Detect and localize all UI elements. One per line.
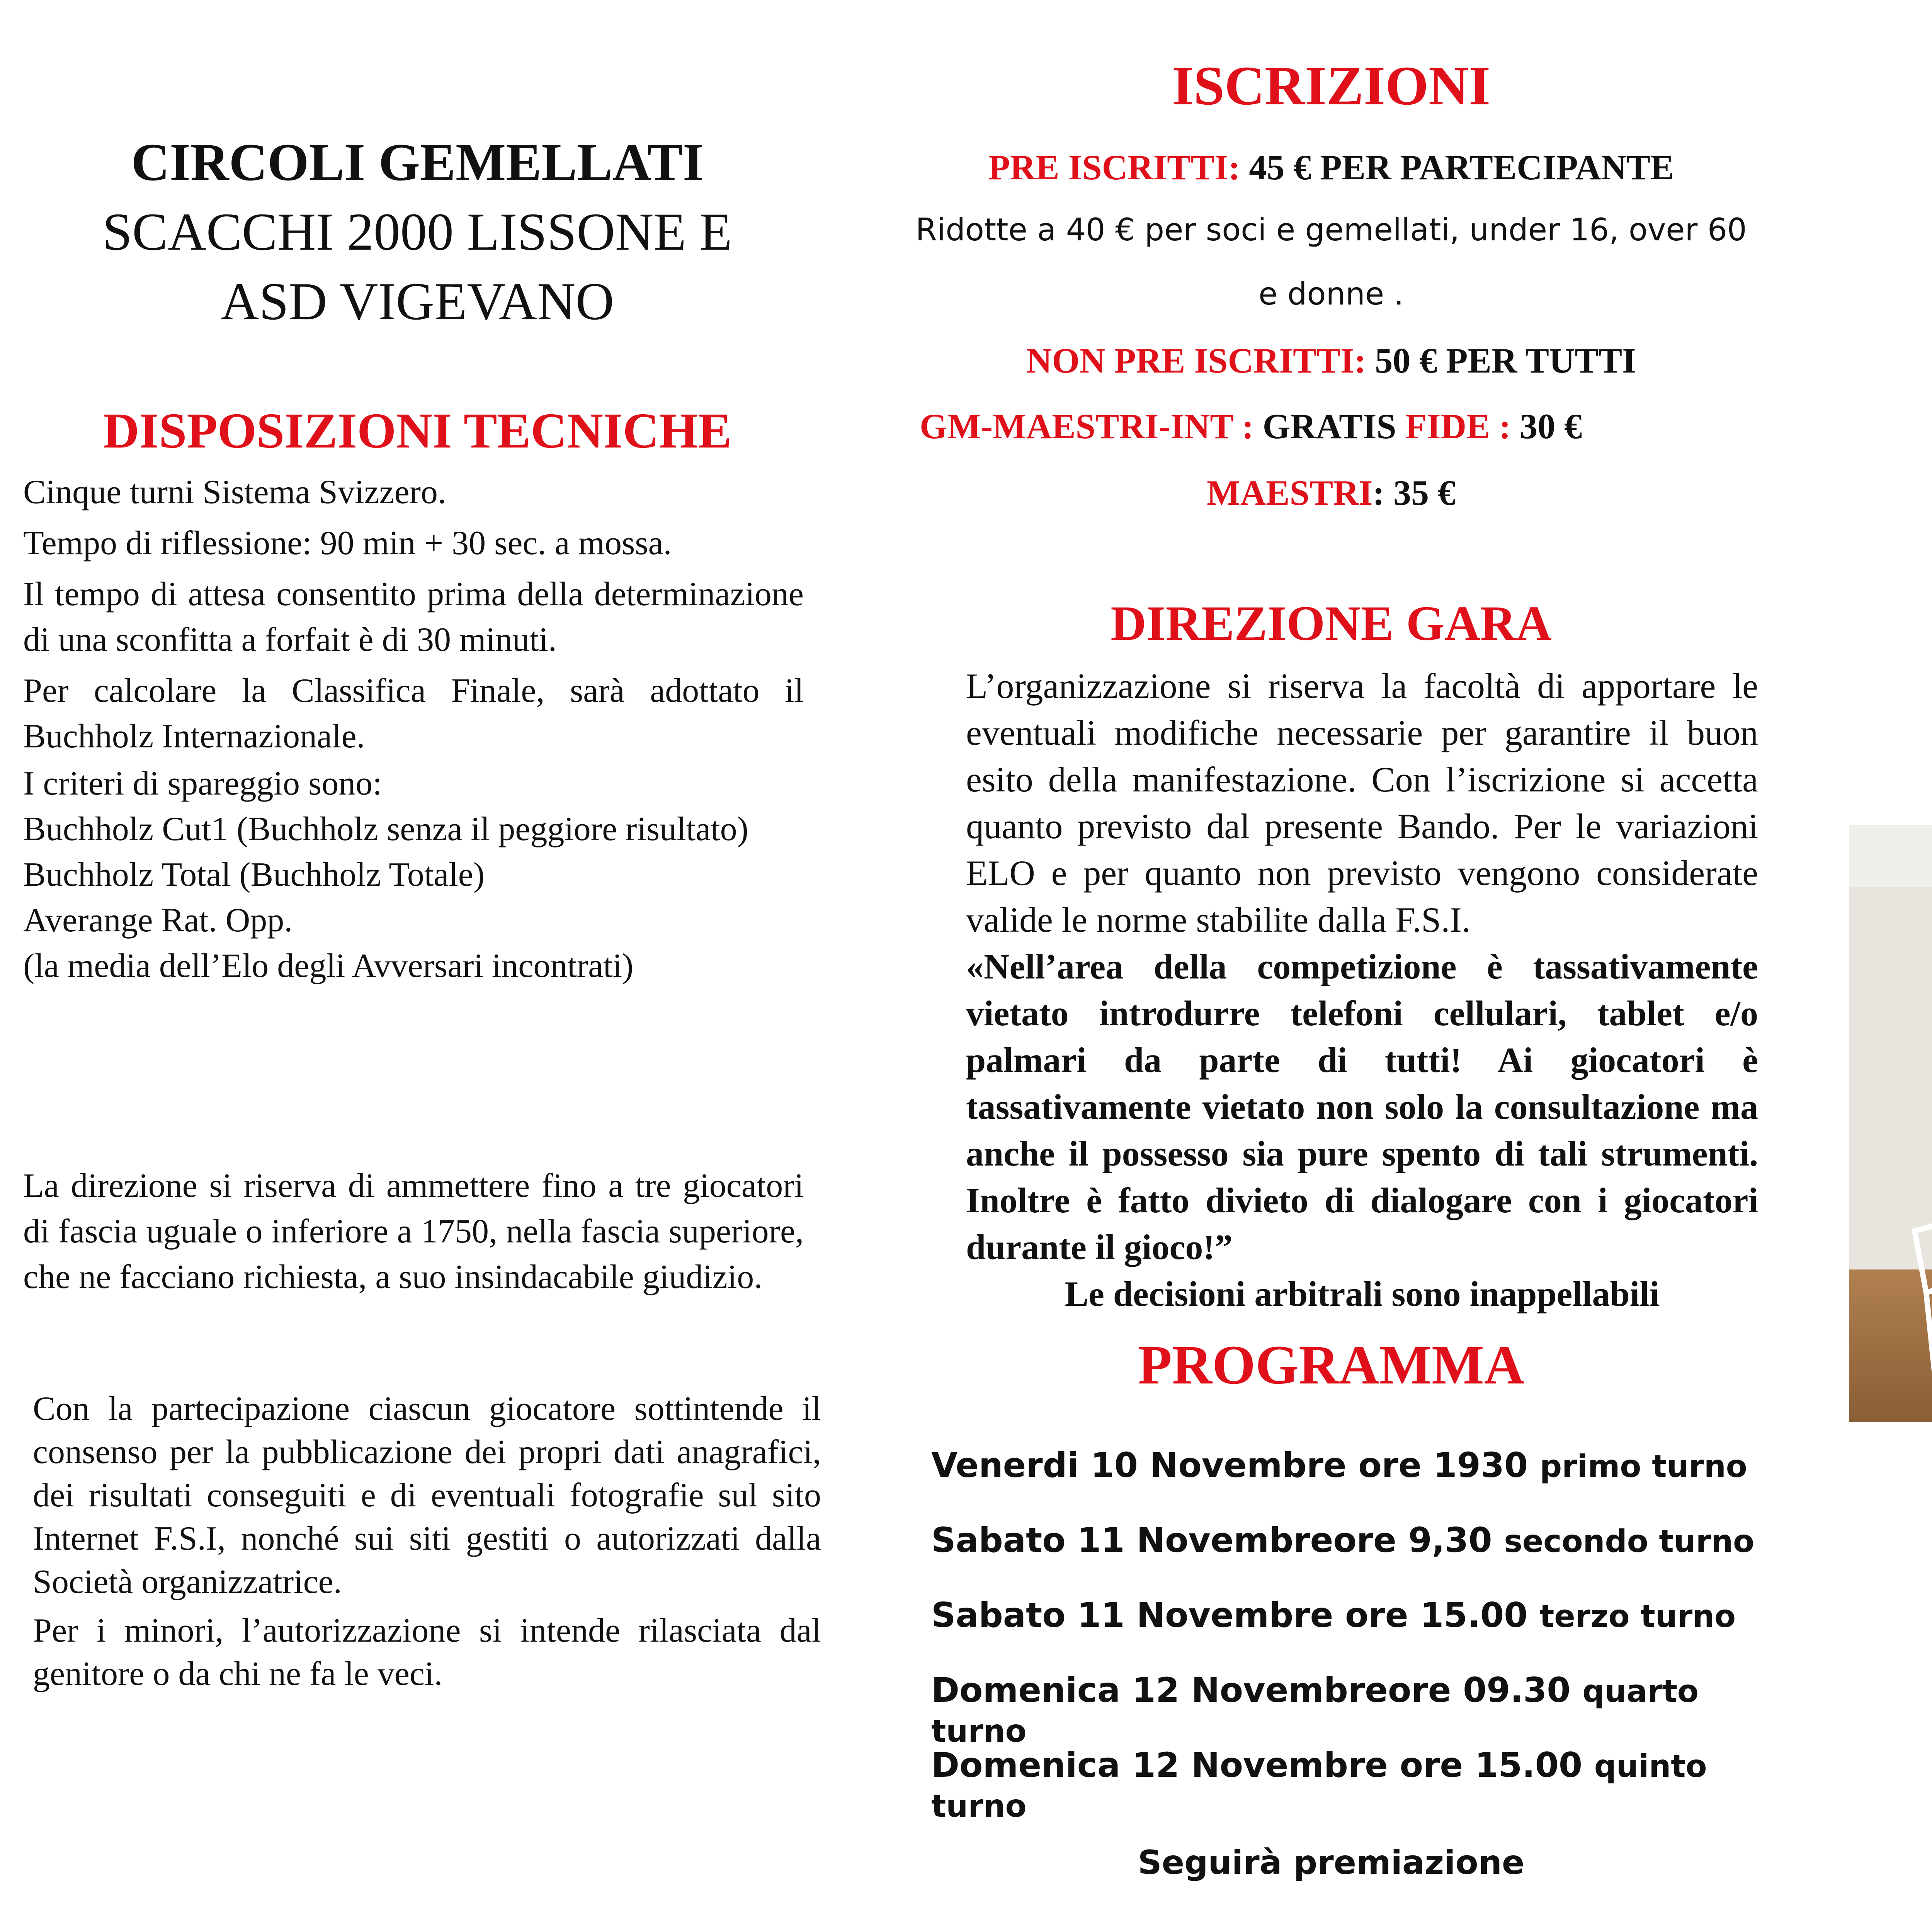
restaurant-4-name [1839,694,1932,737]
gm-label: GM-MAESTRI-INT : [920,407,1254,446]
program-item [931,1595,1781,1670]
program-what: terzo turno [1539,1598,1736,1634]
program-when: Venerdi 10 Novembre ore 1930 [931,1445,1540,1485]
winners-line1 [1839,1604,1932,1657]
disp-p9: (la media dell’Elo degli Avversari incontrati) [23,947,634,985]
non-pre-label: NON PRE ISCRITTI: [1026,341,1366,380]
program-what: quarto turno [931,1673,1699,1749]
title-line2: SCACCHI 2000 LISSONE E [102,202,732,261]
section-title-disposizioni: DISPOSIZIONI TECNICHE [103,403,732,459]
disp-p11: Con la partecipazione ciascun giocatore sottintende il consenso per la pubblicazione dei propri dati anagrafici, dei risultati conseguiti e di eventuali fotografie sul sito Internet F.S.I, nonché sui siti gestiti o autorizzati dalla Società organizzatrice. [33,1390,821,1601]
programma-title: PROGRAMMA [1138,1334,1524,1396]
right-column [1839,0,1932,1916]
disp-p12: Per i minori, l’autorizzazione si intende rilasciata dal genitore o da chi ne fa le veci. [33,1612,821,1693]
disp-p8: Averange Rat. Opp. [23,902,293,939]
programma-list [931,1445,1781,1824]
disp-p3: Il tempo di attesa consentito prima della determinazione di una sconfitta a forfait è di 30 minuti. [23,575,804,659]
winners-photo [1849,825,1932,1422]
photo-illustration [1849,825,1932,1422]
title-line3: ASD VIGEVANO [220,272,614,331]
non-pre-value: 50 € PER TUTTI [1366,341,1636,380]
disp-p4: Per calcolare la Classifica Finale, sarà adottato il Buchholz Internazionale. [23,672,804,755]
winners-line4 [1839,1764,1932,1817]
fee-maestri [881,472,1781,513]
disp-p1: Cinque turni Sistema Svizzero. [23,473,446,511]
restaurant-2-name [1839,332,1932,380]
decisioni-text: Le decisioni arbitrali sono inappellabili [1065,1274,1660,1314]
convenzioni-title [1839,35,1932,100]
program-when: Domenica 12 Novembreore 09.30 [931,1670,1583,1710]
fee-gm-fide [920,406,1781,447]
direzione-title: DIREZIONE GARA [1111,596,1552,651]
program-when: Sabato 11 Novembre ore 15.00 [931,1595,1540,1635]
program-what: quinto turno [931,1748,1707,1824]
program-when: Sabato 11 Novembreore 9,30 [931,1520,1504,1560]
pre-value: 45 € PER PARTECIPANTE [1240,148,1674,187]
premiazione: Seguirà premiazione [1138,1843,1525,1882]
fee-reduced-line2: e donne . [1259,276,1404,312]
fide-value: 30 € [1511,407,1582,446]
program-when: Domenica 12 Novembre ore 15.00 [931,1745,1594,1785]
disp-p6: Buchholz Cut1 (Buchholz senza il peggiore risultato) [23,810,748,848]
disp-p5: I criteri di spareggio sono: [23,765,382,802]
program-what: secondo turno [1504,1523,1755,1559]
fee-pre-iscritti [881,147,1781,188]
disp-p10: La direzione si riserva di ammettere fino a tre giocatori di fascia uguale o inferiore a 1750, nella fascia superiore, che ne facciano richiesta, a suo insindacabile giudizio. [23,1167,804,1296]
program-item [931,1670,1781,1749]
winners-note [1839,1604,1932,1817]
program-item [931,1445,1781,1520]
restaurant-4-address [1839,763,1932,811]
restaurant-1-address [1839,220,1932,268]
gm-value: GRATIS [1253,407,1405,446]
middle-column [881,0,1781,1916]
disp-p7: Buchholz Total (Buchholz Totale) [23,856,485,893]
winners-line2 [1839,1657,1932,1710]
restaurant-1-name [1839,143,1932,191]
direzione-text: L’organizzazione si riserva la facoltà di apportare le eventuali modifiche necessarie per garantire il buon esito della manifestazione. Con l’iscrizione si accetta quanto previsto dal presente Bando. Per le variazioni ELO e per quanto non previsto vengono considerate valide le norme stabilite dalla F.S.I. [966,666,1758,939]
iscrizioni-title: ISCRIZIONI [1172,55,1491,117]
direzione-quote: «Nell’area della competizione è tassativamente vietato introdurre telefoni cellulari, tablet e/o palmari da parte di tutti! Ai giocatori è tassativamente vietato non solo la consultazione ma anche il possesso sia pure spento di tali strumenti. Inoltre è fatto divieto di dialogare con i giocatori durante il gioco!” [966,947,1758,1267]
bar-gluck-name [1839,500,1932,543]
restaurant-2-address [1839,390,1932,438]
left-column [23,0,821,1916]
program-item [931,1520,1781,1595]
privacy-block [33,1387,821,1696]
fide-label: FIDE : [1405,407,1511,446]
disposizioni-body [23,470,804,989]
pre-label: PRE ISCRITTI: [988,148,1240,187]
fee-non-pre-iscritti [881,340,1781,381]
disp-p2: Tempo di riflessione: 90 min + 30 sec. a mossa. [23,524,672,562]
maestri-value: : 35 € [1372,473,1456,512]
program-item [931,1745,1781,1824]
bar-gluck-address [1839,568,1932,624]
program-what: primo turno [1539,1448,1747,1484]
direzione-body [966,663,1758,1317]
winners-line3 [1839,1710,1932,1764]
fee-reduced-line1: Ridotte a 40 € per soci e gemellati, under 16, over 60 [915,212,1747,248]
title-line1: CIRCOLI GEMELLATI [131,133,704,192]
maestri-label: MAESTRI [1206,473,1373,512]
